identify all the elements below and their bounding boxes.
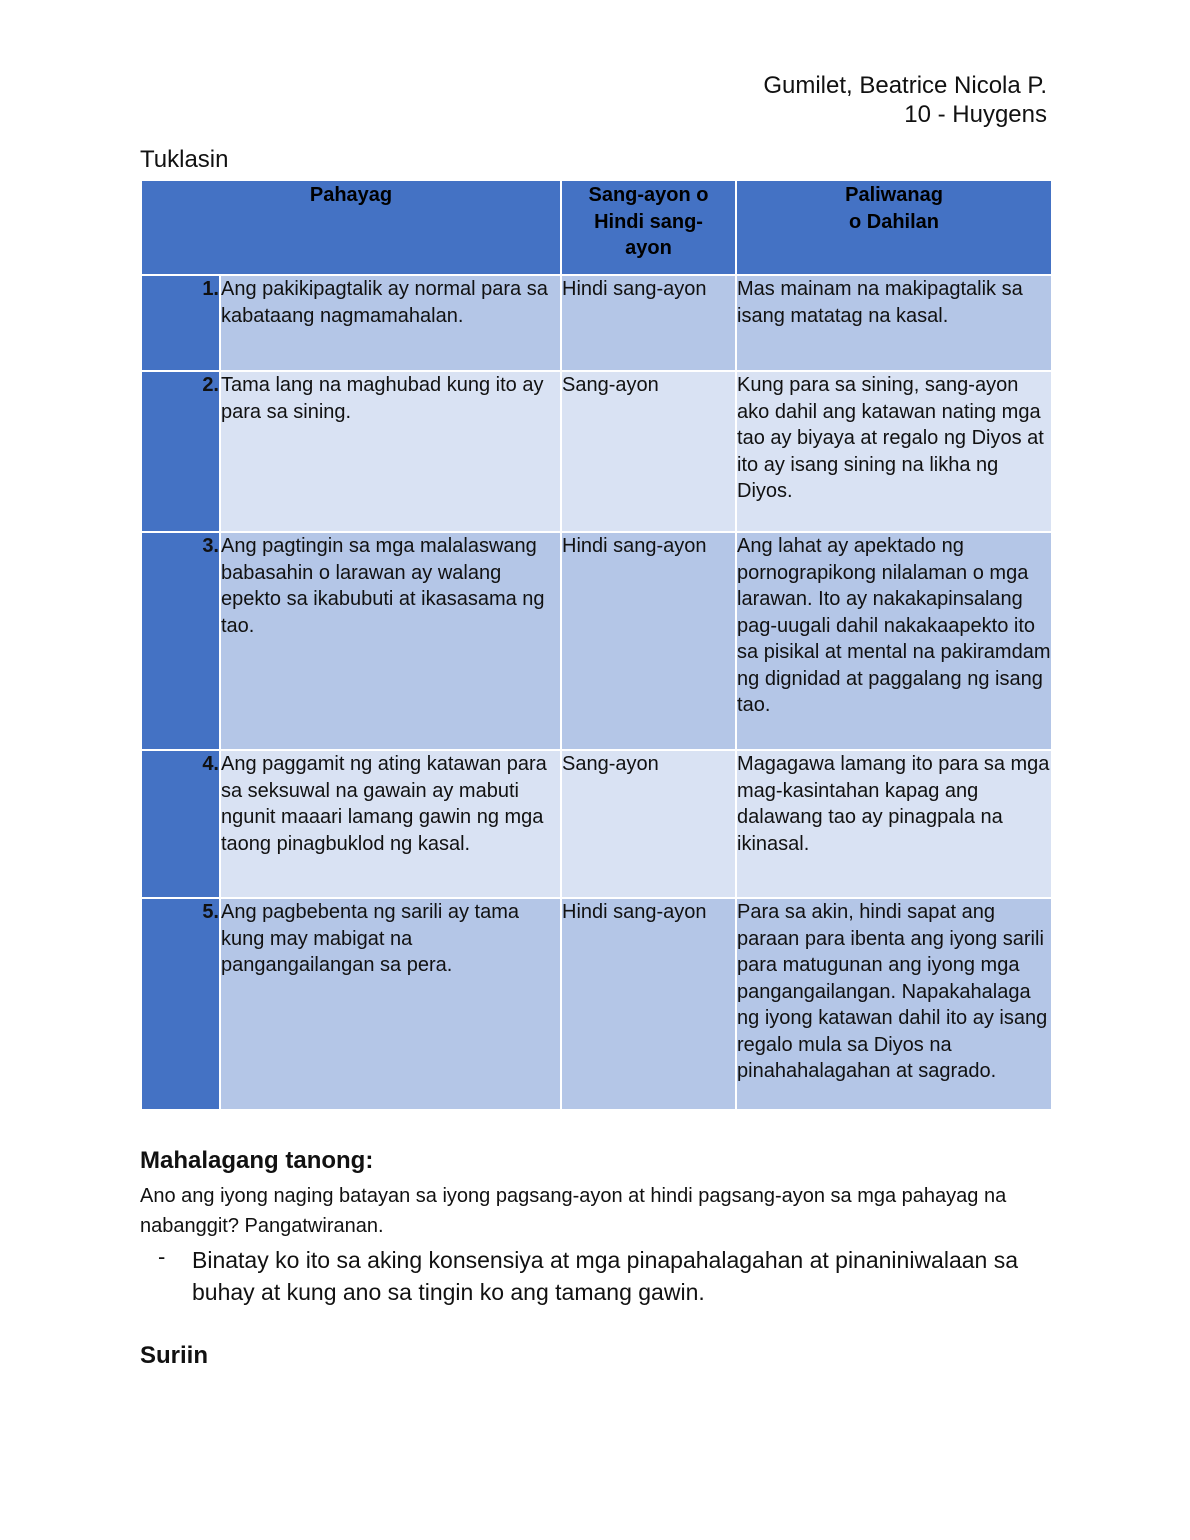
section-title-suriin: Suriin: [140, 1342, 209, 1369]
reason-cell: Kung para sa sining, sang-ayon ako dahil ang katawan nating mga tao ay biyaya at regalo ng Diyos at ito ay isang sining na likha ng Diyos.: [736, 371, 1052, 532]
header-statement: Pahayag: [141, 180, 561, 275]
table-row: [141, 750, 1052, 898]
reason-cell: Ang lahat ay apektado ng pornograpikong nilalaman o mga larawan. Ito ay nakakapinsalang pag-uugali dahil nakakaapekto ito sa pisikal at mental na pakiramdam ng dignidad at paggalang ng isang tao.: [736, 532, 1052, 750]
row-number: 3.: [141, 532, 220, 750]
table-header-row: [141, 180, 1052, 275]
answer-text: Binatay ko ito sa aking konsensiya at mga pinapahalagahan at pinaniniwalaan sa buhay at kung ano sa tingin ko ang tamang gawin.: [192, 1247, 1019, 1305]
reason-cell: Magagawa lamang ito para sa mga mag-kasintahan kapag ang dalawang tao ay pinagpala na ikinasal.: [736, 750, 1052, 898]
statements-table: [140, 179, 1053, 1111]
table-row: [141, 898, 1052, 1110]
question-heading: Mahalagang tanong:: [140, 1147, 374, 1174]
table-row: [141, 532, 1052, 750]
student-section: 10 - Huygens: [904, 101, 1047, 128]
header-reason: Paliwanag o Dahilan: [736, 180, 1052, 275]
statement-cell: Ang pakikipagtalik ay normal para sa kabataang nagmamahalan.: [220, 275, 561, 371]
essential-question: [140, 1147, 1060, 1308]
row-number: 1.: [141, 275, 220, 371]
statement-cell: Ang pagbebenta ng sarili ay tama kung may mabigat na pangangailangan sa pera.: [220, 898, 561, 1110]
table-row: [141, 275, 1052, 371]
table-row: [141, 371, 1052, 532]
agreement-cell: Hindi sang-ayon: [561, 275, 736, 371]
row-number: 4.: [141, 750, 220, 898]
answer-bullet: -: [158, 1244, 166, 1269]
student-info: [763, 71, 1047, 129]
row-number: 5.: [141, 898, 220, 1110]
reason-cell: Mas mainam na makipagtalik sa isang matatag na kasal.: [736, 275, 1052, 371]
student-name: Gumilet, Beatrice Nicola P.: [763, 72, 1047, 99]
row-number: 2.: [141, 371, 220, 532]
answer-item: [140, 1244, 1060, 1308]
agreement-cell: Hindi sang-ayon: [561, 532, 736, 750]
statement-cell: Ang paggamit ng ating katawan para sa seksuwal na gawain ay mabuti ngunit maaari lamang gawin ng mga taong pinagbuklod ng kasal.: [220, 750, 561, 898]
header-agreement: Sang-ayon o Hindi sang- ayon: [561, 180, 736, 275]
section-title-tuklasin: Tuklasin: [140, 146, 229, 173]
statement-cell: Tama lang na maghubad kung ito ay para sa sining.: [220, 371, 561, 532]
agreement-cell: Sang-ayon: [561, 371, 736, 532]
reason-cell: Para sa akin, hindi sapat ang paraan para ibenta ang iyong sarili para matugunan ang iyong mga pangangailangan. Napakahalaga ng iyong katawan dahil ito ay isang regalo mula sa Diyos na pinahahalagahan at sagrado.: [736, 898, 1052, 1110]
agreement-cell: Sang-ayon: [561, 750, 736, 898]
agreement-cell: Hindi sang-ayon: [561, 898, 736, 1110]
statement-cell: Ang pagtingin sa mga malalaswang babasahin o larawan ay walang epekto sa ikabubuti at ikasasama ng tao.: [220, 532, 561, 750]
question-text: Ano ang iyong naging batayan sa iyong pagsang-ayon at hindi pagsang-ayon sa mga pahayag na nabanggit? Pangatwiranan.: [140, 1185, 1007, 1237]
